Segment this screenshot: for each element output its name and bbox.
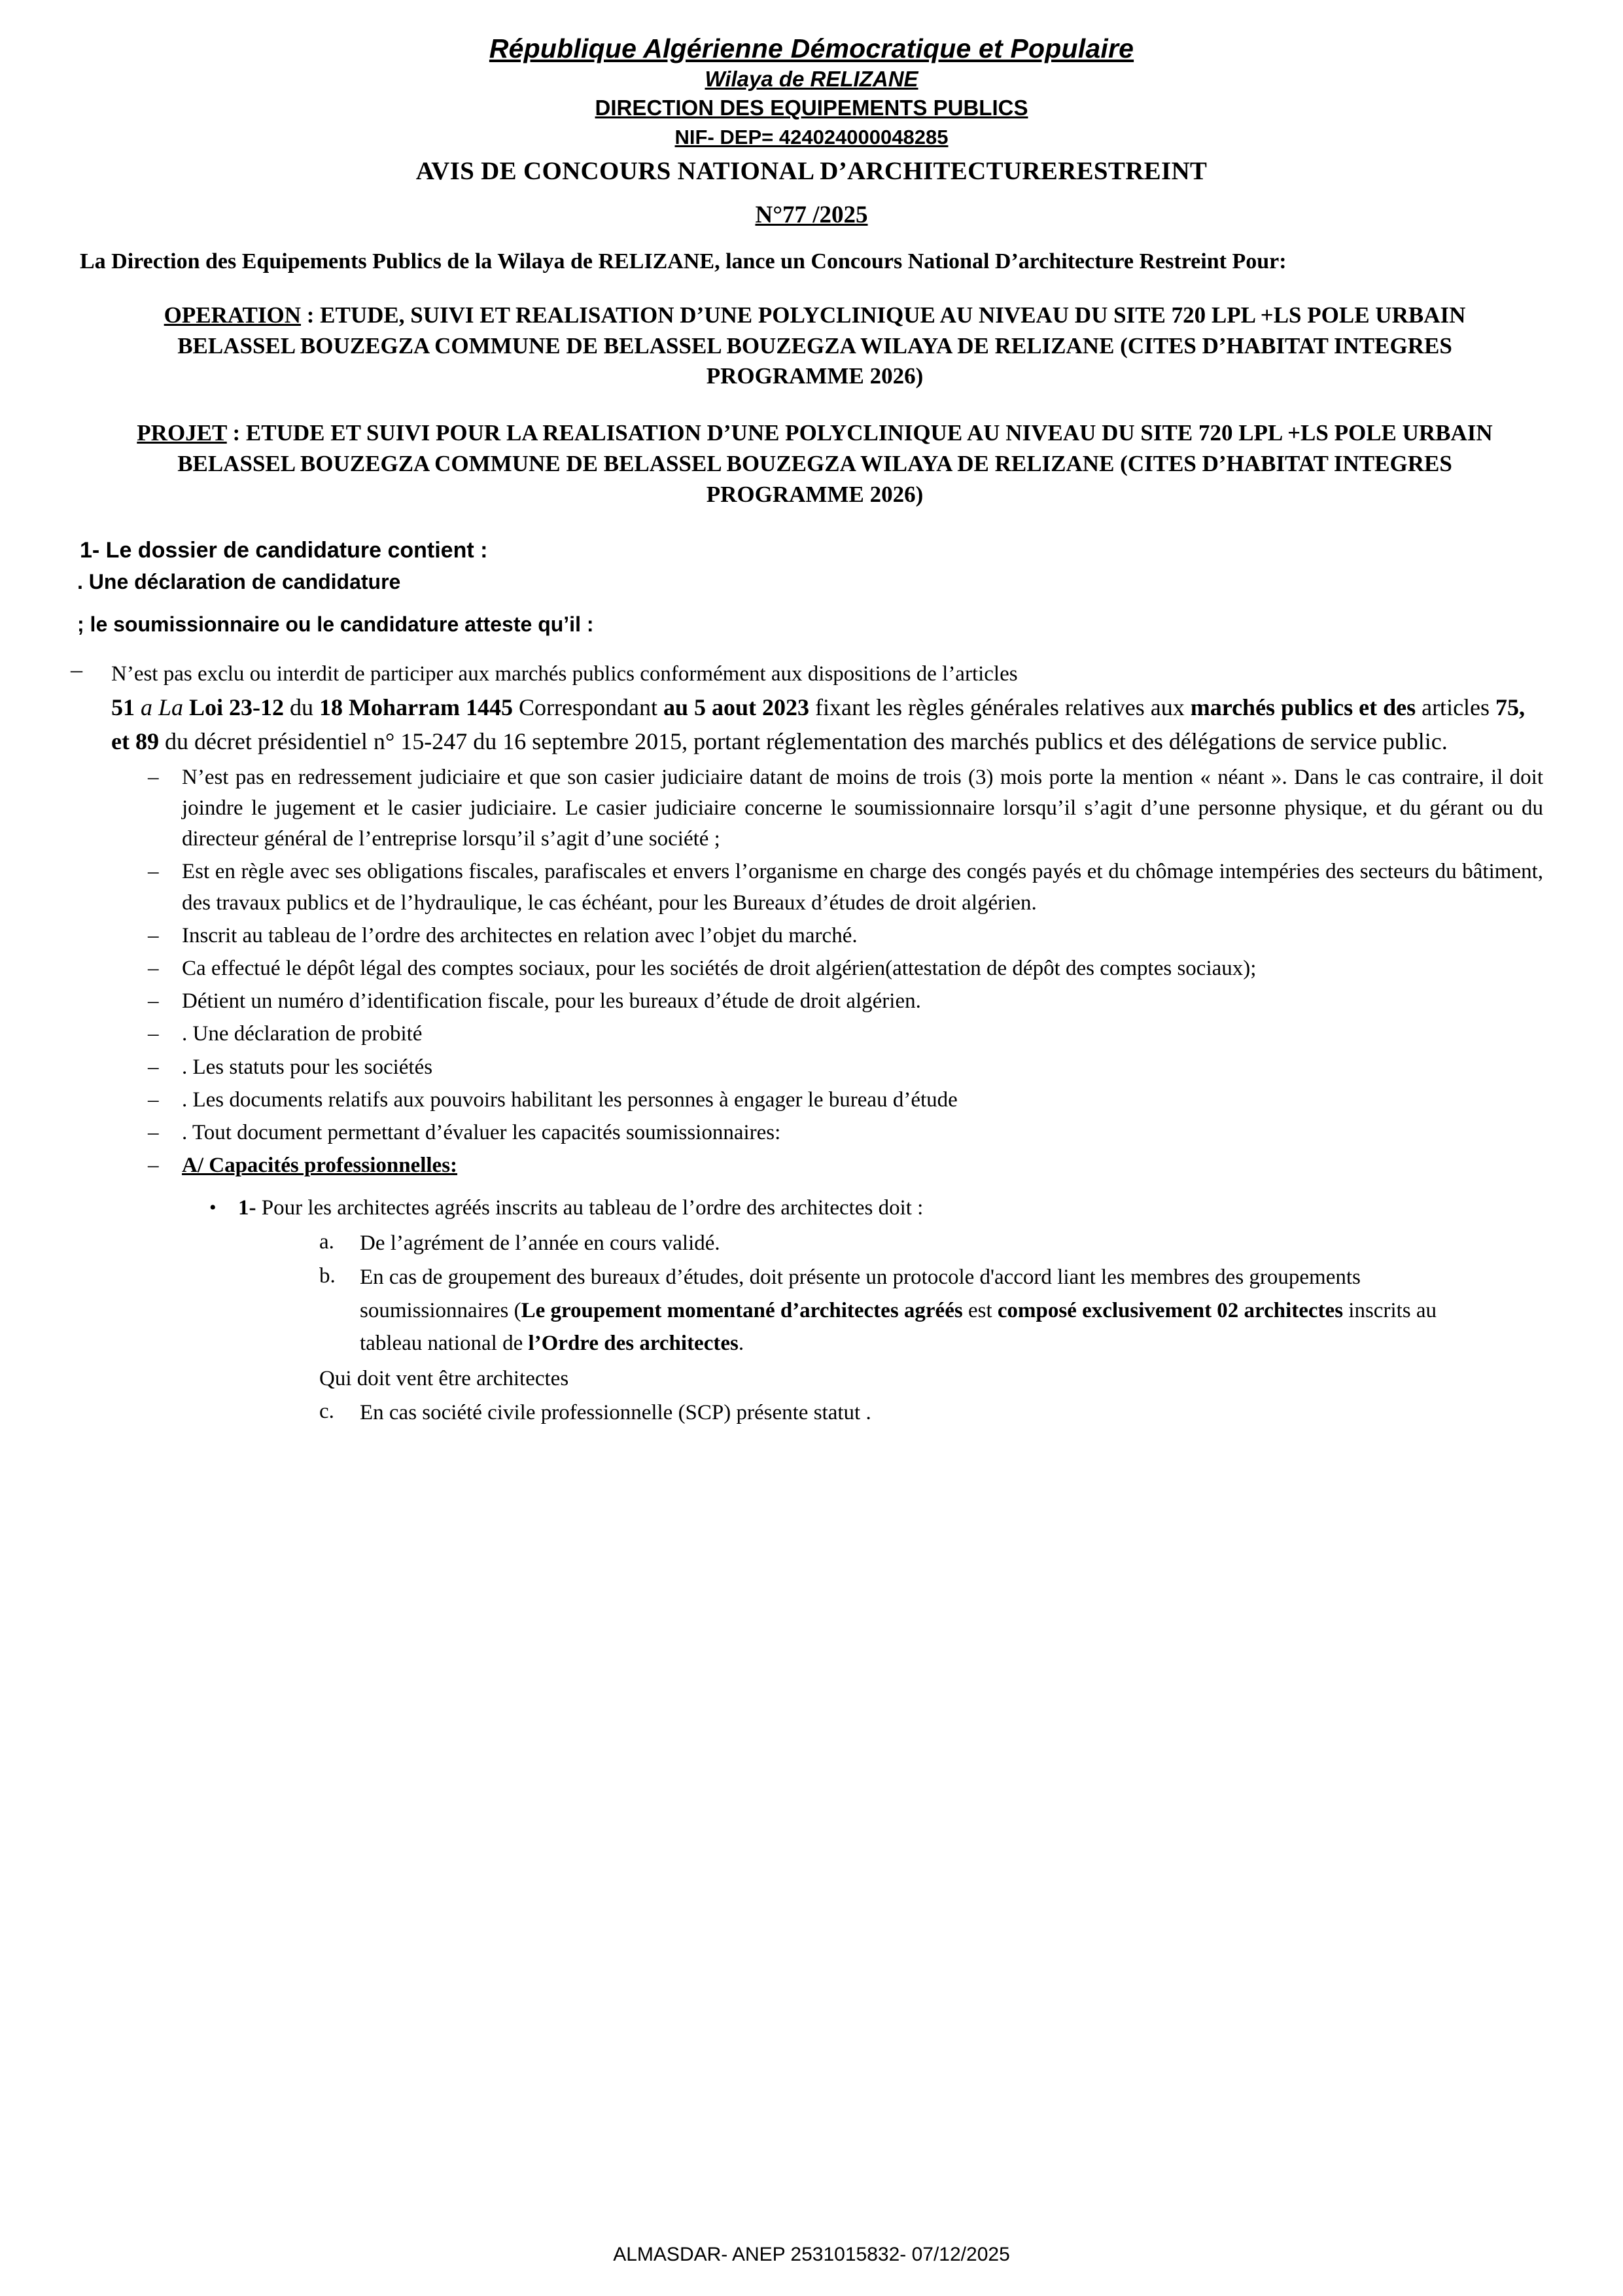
- letter-b-seg7: .: [738, 1331, 744, 1355]
- letter-item-text: En cas société civile professionnelle (SCP) présente statut .: [360, 1400, 871, 1424]
- lettered-list: [63, 1227, 1560, 1360]
- dash-marker: –: [148, 989, 159, 1014]
- list-item: [148, 986, 1543, 1017]
- list-item: [148, 1085, 1543, 1116]
- bullet-item-prefix: 1-: [238, 1196, 256, 1220]
- capacities-heading: A/ Capacités professionnelles:: [182, 1154, 458, 1178]
- dash-marker: –: [148, 1120, 159, 1144]
- dash-marker: –: [148, 765, 159, 789]
- projet-text-tail: ): [915, 482, 924, 508]
- list-item: [319, 1261, 1462, 1359]
- first-item-seg6: Correspondant: [513, 694, 663, 720]
- operation-label: OPERATION: [164, 302, 301, 328]
- first-item-seg2: a La: [141, 694, 190, 720]
- first-item-seg7: au 5 aout 2023: [663, 694, 809, 720]
- list-item: [63, 656, 1560, 758]
- operation-text-tail: ): [915, 363, 924, 389]
- first-item-seg9: marchés publics et des: [1190, 694, 1416, 720]
- section1-sub2: ; le soumissionnaire ou le candidature atteste qu’il :: [77, 612, 594, 637]
- document-header: [63, 34, 1560, 229]
- dash-marker: –: [71, 656, 82, 682]
- bullet-item-text: [238, 1193, 923, 1224]
- list-item-text: . Les statuts pour les sociétés: [182, 1055, 433, 1079]
- letter-marker: b.: [319, 1264, 336, 1288]
- list-item-text: . Une déclaration de probité: [182, 1022, 423, 1046]
- section1-title: 1- Le dossier de candidature contient :: [80, 538, 488, 563]
- list-item-text: . Tout document permettant d’évaluer les capacités soumissionnaires:: [182, 1120, 781, 1144]
- notice-number: N°77 /2025: [755, 202, 868, 229]
- letter-marker: a.: [319, 1230, 334, 1254]
- list-item-text: N’est pas en redressement judiciaire et que son casier judiciaire datant de moins de trois (3) mois porte la mention « néant ». Dans le cas contraire, il doit joindre le jugement et le casier judiciaire. Le casier judiciaire concerne le soumissionnaire lorsqu’il s’agit d’une personne physique, et du gérant ou du directeur général de l’entreprise lorsqu’il s’agit d’une société ;: [182, 765, 1543, 851]
- dash-marker: –: [148, 1087, 159, 1112]
- header-wilaya: Wilaya de RELIZANE: [705, 66, 918, 91]
- bullet-item-body: Pour les architectes agréés inscrits au tableau de l’ordre des architectes doit :: [256, 1196, 924, 1220]
- list-item: [148, 953, 1543, 984]
- first-item-seg3: Loi 23-12: [189, 694, 285, 720]
- first-item-seg8: fixant les règles générales relatives aux: [809, 694, 1191, 720]
- dash-marker: –: [148, 860, 159, 884]
- header-nif: NIF- DEP= 424024000048285: [674, 126, 949, 149]
- list-item: [148, 762, 1543, 855]
- list-item-text: Est en règle avec ses obligations fiscales, parafiscales et envers l’organisme en charge des congés payés et du chômage intempéries des secteurs du bâtiment, des travaux publics et de l’hydraulique, le cas échéant, pour les Bureaux d’études de droit algérien.: [182, 860, 1543, 915]
- letter-marker: c.: [319, 1399, 334, 1423]
- list-item: [148, 1019, 1543, 1050]
- first-item-seg11: 75, et 89: [111, 694, 1526, 754]
- projet-separator: :: [226, 420, 246, 446]
- lettered-list-cont: [63, 1396, 1560, 1429]
- list-item: [148, 1118, 1543, 1148]
- requirements-list: [63, 762, 1560, 1181]
- dash-marker: –: [148, 957, 159, 981]
- list-item-capacities: [148, 1150, 1543, 1181]
- letter-b-seg6: l’Ordre des architectes: [528, 1331, 739, 1355]
- dash-marker: –: [148, 1055, 159, 1079]
- first-item-line1: N’est pas exclu ou interdit de participer aux marchés publics conformément aux dispositions de l’articles: [111, 662, 1018, 686]
- letter-b-seg4: composé exclusivement 02 architectes: [997, 1298, 1344, 1322]
- first-item-seg10: articles: [1416, 694, 1496, 720]
- dash-marker: –: [148, 923, 159, 947]
- dash-marker: –: [148, 1022, 159, 1046]
- operation-block: [63, 300, 1560, 393]
- projet-block: [63, 418, 1560, 510]
- architect-requirements-list: [63, 1193, 1560, 1224]
- page-title: AVIS DE CONCOURS NATIONAL D’ARCHITECTURERESTREINT: [415, 156, 1208, 185]
- letter-item-text: [360, 1261, 1462, 1359]
- first-item-seg12: du décret présidentiel n° 15-247 du 16 septembre 2015, portant réglementation des marchés publics et des délégations de service public.: [158, 728, 1448, 754]
- letter-item-text: De l’agrément de l’année en cours validé.: [360, 1231, 720, 1256]
- section1-sub1: . Une déclaration de candidature: [77, 569, 401, 593]
- list-item-text: Ca effectué le dépôt légal des comptes sociaux, pour les sociétés de droit algérien(attestation de dépôt des comptes sociaux);: [182, 957, 1257, 981]
- letter-b-seg1: En cas de groupement des bureaux d’études, doit présente un protocole d'accord liant les membres des groupements soumissionnaires (: [360, 1265, 1361, 1322]
- list-item: [148, 1052, 1543, 1083]
- first-item-seg4: du: [284, 694, 320, 720]
- list-item-text: . Les documents relatifs aux pouvoirs habilitant les personnes à engager le bureau d’étude: [182, 1087, 958, 1112]
- dash-marker: –: [148, 1154, 159, 1178]
- header-direction: DIRECTION DES EQUIPEMENTS PUBLICS: [595, 96, 1028, 120]
- list-item: [148, 857, 1543, 918]
- first-item-seg5: 18 Moharram 1445: [319, 694, 513, 720]
- intro-paragraph: La Direction des Equipements Publics de la Wilaya de RELIZANE, lance un Concours National D’architecture Restreint Pour:: [80, 249, 1287, 274]
- operation-separator: :: [301, 302, 321, 328]
- header-republic: République Algérienne Démocratique et Populaire: [489, 33, 1134, 63]
- document-footer: ALMASDAR- ANEP 2531015832- 07/12/2025: [613, 2244, 1010, 2265]
- bullet-marker: •: [209, 1197, 217, 1219]
- operation-text: ETUDE, SUIVI ET REALISATION D’UNE POLYCLINIQUE AU NIVEAU DU SITE 720 LPL +LS POLE URBAIN BELASSEL BOUZEGZA COMMUNE DE BELASSEL BOUZEGZA WILAYA DE RELIZANE (CITES D’HABITAT INTEGRES PROGRAMME 2026: [177, 302, 1466, 389]
- projet-text: ETUDE ET SUIVI POUR LA REALISATION D’UNE POLYCLINIQUE AU NIVEAU DU SITE 720 LPL +LS POLE URBAIN BELASSEL BOUZEGZA COMMUNE DE BELASSEL BOUZEGZA WILAYA DE RELIZANE (CITES D’HABITAT INTEGRES PROGRAMME 2026: [177, 420, 1493, 508]
- letter-b-seg5: inscrits au tableau national de: [360, 1298, 1437, 1355]
- qui-line: Qui doit vent être architectes: [319, 1366, 569, 1390]
- list-item-text: Détient un numéro d’identification fiscale, pour les bureaux d’étude de droit algérien.: [182, 989, 921, 1014]
- list-item: [148, 921, 1543, 951]
- letter-b-seg3: est: [962, 1298, 998, 1322]
- letter-b-seg2: Le groupement momentané d’architectes agréés: [521, 1298, 963, 1322]
- first-item-seg1: 51: [111, 694, 141, 720]
- list-item: [319, 1396, 1462, 1429]
- list-item-text: Inscrit au tableau de l’ordre des architectes en relation avec l’objet du marché.: [182, 923, 858, 947]
- projet-label: PROJET: [137, 420, 227, 446]
- list-item: [209, 1193, 1560, 1224]
- first-item-body: [111, 656, 1560, 758]
- list-item: [319, 1227, 1462, 1260]
